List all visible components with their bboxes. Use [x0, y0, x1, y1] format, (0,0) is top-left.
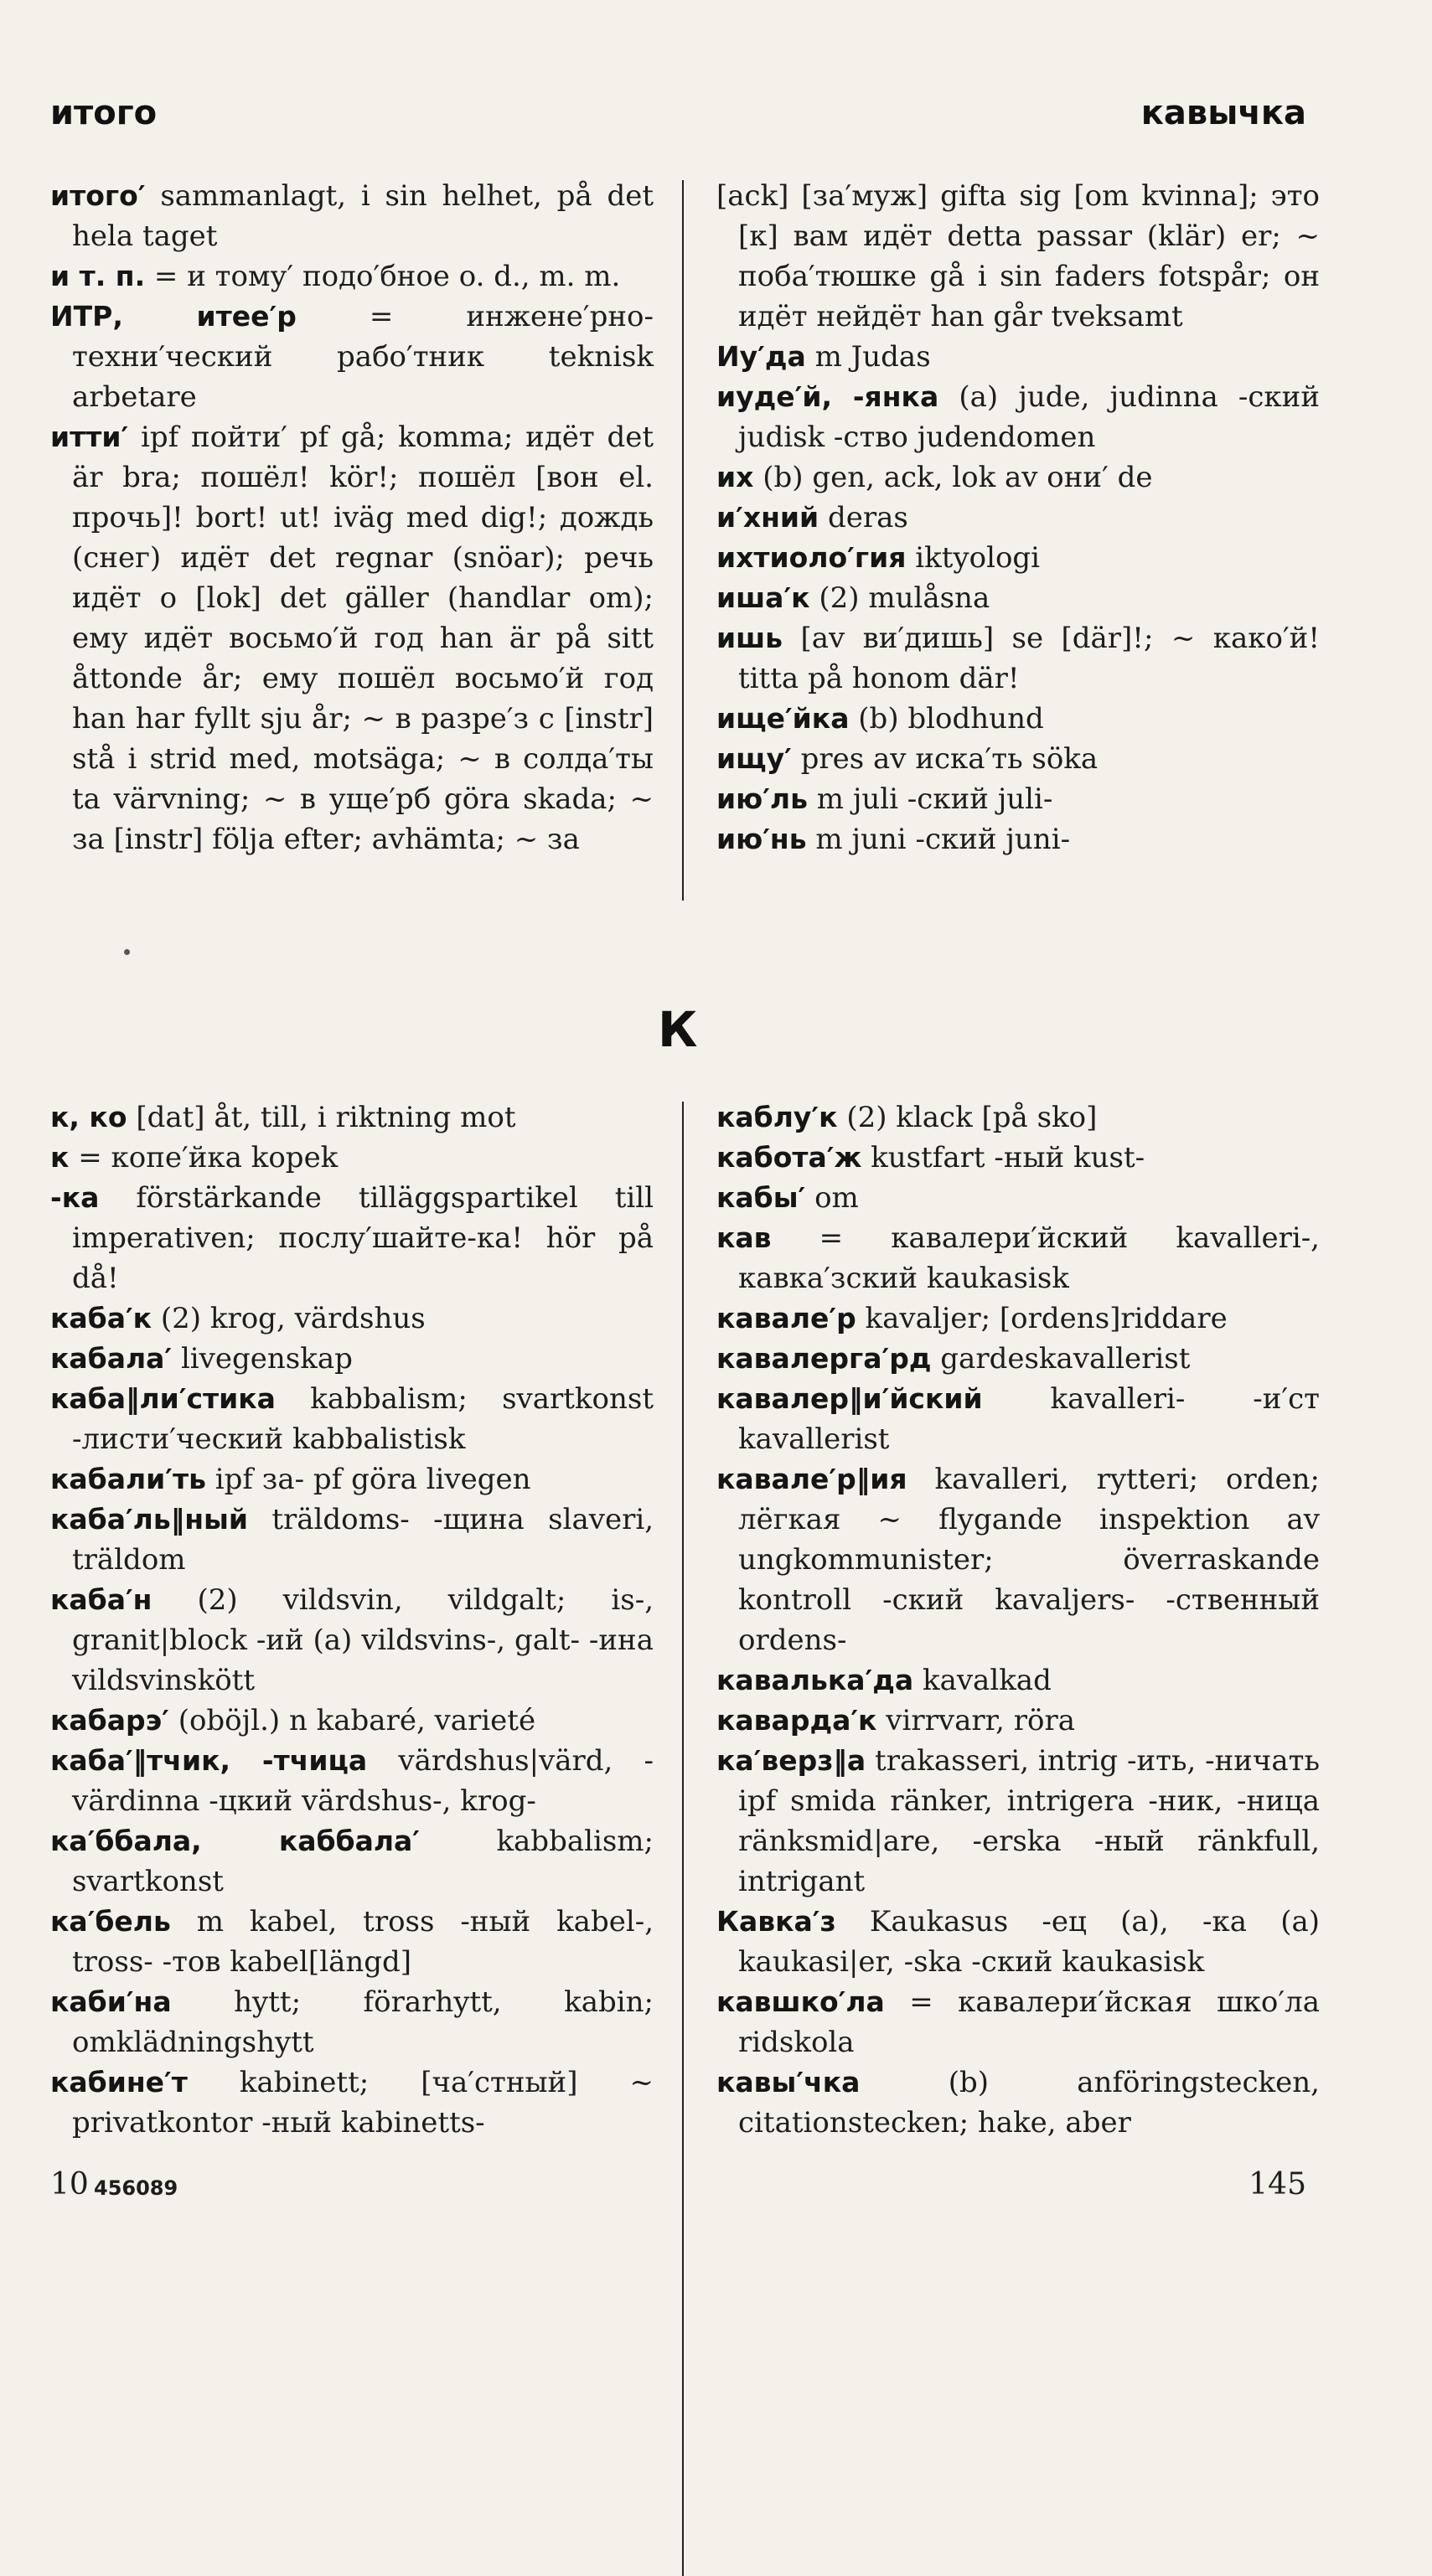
entry-headword: и т. п.	[50, 260, 146, 292]
entry-definition: = и тому′ подо′бное o. d., m. m.	[153, 260, 621, 293]
dictionary-entry	[50, 1580, 654, 1701]
dictionary-entry	[716, 337, 1320, 377]
left-guide-word: итого	[50, 94, 158, 132]
entry-definition: förstärkande tilläggspartikel till imperativen; послу′шайте-ка! hör på då!	[72, 1181, 654, 1295]
section-letter: К	[658, 1001, 698, 1058]
entry-headword: -ка	[50, 1181, 100, 1214]
dictionary-entry	[716, 1660, 1320, 1701]
dictionary-entry	[716, 1902, 1320, 1982]
entry-headword: кабы′	[716, 1181, 806, 1214]
entry-definition: = инжене′рно-техни′ческий рабо′тник teknisk arbetare	[72, 300, 654, 414]
dictionary-entry	[716, 1298, 1320, 1339]
entry-definition: värdshus|värd, -värdinna -цкий värdshus-, krog-	[72, 1744, 654, 1818]
column-divider-bottom	[682, 1102, 684, 2576]
dictionary-entry	[50, 297, 654, 417]
entry-headword: ищу′	[716, 742, 792, 775]
entry-headword: кавшко′ла	[716, 1985, 885, 2018]
dictionary-entry	[716, 819, 1320, 860]
entry-headword: ище′йка	[716, 702, 850, 735]
dictionary-entry	[716, 1701, 1320, 1741]
dictionary-entry	[50, 1902, 654, 1982]
dictionary-entry	[716, 457, 1320, 498]
entry-headword: ка′ббала, каббала′	[50, 1825, 420, 1857]
entry-headword: каба′ль‖ный	[50, 1503, 248, 1536]
entry-headword: кабине′т	[50, 2066, 188, 2098]
entry-definition: m juni -ский juni-	[815, 823, 1071, 856]
entry-headword: кавале′р‖ия	[716, 1463, 907, 1495]
entry-headword: кав	[716, 1221, 772, 1254]
entry-definition: kavalkad	[922, 1664, 1052, 1697]
column-bottom-right	[716, 1097, 1320, 2143]
dictionary-entry	[50, 1459, 654, 1500]
dictionary-entry	[50, 1339, 654, 1379]
dictionary-entry	[716, 1097, 1320, 1138]
dictionary-entry	[716, 498, 1320, 538]
entry-definition: = кавалери′йская шко′ла ridskola	[738, 1985, 1320, 2059]
entry-headword: иуде′й, -янка	[716, 380, 939, 413]
entry-definition: kavalleri- -и′ст kavallerist	[738, 1382, 1320, 1456]
entry-definition: deras	[827, 501, 908, 534]
entry-headword: каблу′к	[716, 1101, 838, 1133]
entry-definition: om	[814, 1181, 859, 1215]
dictionary-entry	[716, 1459, 1320, 1660]
entry-headword: ию′нь	[716, 823, 807, 855]
entry-definition: kabbalism; svartkonst	[72, 1825, 654, 1898]
entry-definition: (a) jude, judinna -ский judisk -ство judendomen	[738, 380, 1320, 454]
entry-headword: и′хний	[716, 501, 819, 534]
dictionary-entry	[50, 1379, 654, 1459]
dictionary-entry	[716, 699, 1320, 739]
entry-headword: кабала′	[50, 1342, 173, 1375]
entry-headword: иша′к	[716, 581, 810, 614]
entry-headword: ИТР, итее′р	[50, 300, 297, 333]
entry-headword: кавале′р	[716, 1302, 856, 1334]
entry-definition: (b) anföringstecken, citationstecken; hake, aber	[738, 2066, 1320, 2140]
entry-headword: кабота′ж	[716, 1141, 862, 1174]
entry-definition: hytt; förarhytt, kabin; omklädningshytt	[72, 1985, 654, 2059]
entry-headword: ихтиоло′гия	[716, 541, 907, 574]
dictionary-entry	[716, 779, 1320, 819]
dictionary-entry	[50, 2062, 654, 2143]
entry-definition: (b) gen, ack, lok av они′ de	[763, 461, 1153, 494]
column-top-left	[50, 176, 654, 860]
entry-definition: livegenskap	[180, 1342, 353, 1376]
dictionary-entry	[716, 538, 1320, 578]
entry-definition: (oböjl.) n kabaré, varieté	[178, 1704, 536, 1737]
entry-definition: gardeskavallerist	[940, 1342, 1191, 1376]
dictionary-entry	[716, 1138, 1320, 1178]
entry-headword: итого′	[50, 179, 146, 212]
page-mark	[124, 949, 130, 955]
column-divider-top	[682, 180, 684, 901]
entry-definition: kustfart -ный kust-	[871, 1141, 1145, 1174]
entry-definition: (2) vildsvin, vildgalt; is-, granit|block -ий (a) vildsvins-, galt- -ина vildsvinskött	[72, 1583, 654, 1697]
dictionary-entry	[716, 377, 1320, 457]
dictionary-entry	[50, 1741, 654, 1821]
dictionary-entry	[50, 256, 654, 297]
dictionary-entry	[716, 1741, 1320, 1902]
dictionary-entry	[50, 1982, 654, 2062]
entry-headword: к, ко	[50, 1101, 127, 1133]
column-bottom-left	[50, 1097, 654, 2143]
entry-definition: kabbalism; svartkonst -листи′ческий kabbalistisk	[72, 1382, 654, 1456]
dictionary-entry-continued	[716, 176, 1320, 337]
entry-definition: = кавалери′йский kavalleri-, кавка′зский kaukasisk	[738, 1221, 1320, 1295]
entry-definition: (2) krog, värdshus	[160, 1302, 426, 1335]
dictionary-entry	[50, 1298, 654, 1339]
entry-headword: кабарэ′	[50, 1704, 169, 1737]
entry-headword: каба‖ли′стика	[50, 1382, 276, 1415]
entry-definition: trakasseri, intrig -ить, -ничать ipf smida ränker, intrigera -ник, -ница ränksmid|are, -erska -ный ränkfull, intrigant	[738, 1744, 1320, 1898]
dictionary-entry	[50, 1138, 654, 1178]
entry-definition: kabinett; [ча′стный] ~ privatkontor -ный kabinetts-	[72, 2066, 654, 2140]
dictionary-entry	[716, 618, 1320, 699]
entry-definition: sammanlagt, i sin helhet, på det hela taget	[72, 179, 654, 253]
entry-headword: каба′‖тчик, -тчица	[50, 1744, 368, 1777]
entry-headword: каварда′к	[716, 1704, 877, 1737]
entry-definition: Kaukasus -ец (a), -ка (a) kaukasi|er, -ska -ский kaukasisk	[738, 1905, 1321, 1979]
entry-headword: каби′на	[50, 1985, 172, 2018]
dictionary-entry	[50, 1701, 654, 1741]
entry-definition: (2) mulåsna	[819, 581, 990, 615]
entry-headword: ка′бель	[50, 1905, 171, 1938]
dictionary-entry	[716, 739, 1320, 779]
entry-headword: их	[716, 461, 754, 493]
entry-definition: kavaljer; [ordens]riddare	[865, 1302, 1228, 1335]
entry-headword: кавалька′да	[716, 1664, 914, 1696]
entry-definition: ipf за- pf göra livegen	[215, 1463, 531, 1496]
entry-definition: kavalleri, rytteri; orden; лёгкая ~ flygande inspektion av ungkommunister; överraskande kontroll -ский kavaljers- -ственный ordens-	[738, 1463, 1320, 1657]
entry-definition: m kabel, tross -ный kabel-, tross- -тов kabel[längd]	[72, 1905, 654, 1979]
page-number-right: 145	[1248, 2167, 1306, 2202]
dictionary-entry	[50, 1821, 654, 1902]
entry-definition: ipf пойти′ pf gå; komma; идёт det är bra; пошёл! kör!; пошёл [вон el. прочь]! bort! ut! iväg med dig!; дождь (снег) идёт det regnar (snöar); речь идёт о [lok] det gäller (handlar om); ему идёт восьмо′й год han är på sitt åttonde år; ему пошёл восьмо′й год han har fyllt sju år; ~ в разре′з с [instr] stå i strid med, motsäga; ~ в солда′ты ta värvning; ~ в уще′рб göra skada; ~ за [instr] följa efter; avhämta; ~ за	[72, 421, 654, 856]
column-top-right	[716, 176, 1320, 860]
entry-definition: m Judas	[814, 340, 931, 374]
entry-headword: итти′	[50, 421, 129, 453]
entry-definition: iktyologi	[915, 541, 1041, 575]
entry-headword: ишь	[716, 622, 783, 654]
dictionary-entry	[50, 1097, 654, 1138]
dictionary-entry	[716, 1218, 1320, 1298]
page-number-left: 10	[50, 2167, 89, 2202]
entry-headword: кавалер‖и′йский	[716, 1382, 983, 1415]
entry-headword: кавалерга′рд	[716, 1342, 932, 1375]
printer-signature: 456089	[94, 2176, 178, 2200]
entry-headword: Иу′да	[716, 340, 806, 373]
entry-definition: (b) blodhund	[858, 702, 1044, 736]
dictionary-entry	[716, 1379, 1320, 1459]
entry-headword: ию′ль	[716, 782, 808, 815]
entry-definition: [dat] åt, till, i riktning mot	[136, 1101, 516, 1134]
entry-headword: каба′н	[50, 1583, 153, 1616]
dictionary-entry	[716, 578, 1320, 618]
dictionary-entry	[716, 1982, 1320, 2062]
entry-headword: кабали′ть	[50, 1463, 206, 1495]
entry-definition: pres av иска′ть söka	[800, 742, 1099, 776]
dictionary-entry	[50, 1500, 654, 1580]
dictionary-entry	[716, 1178, 1320, 1218]
dictionary-entry	[716, 1339, 1320, 1379]
entry-headword: каба′к	[50, 1302, 153, 1334]
entry-definition: [ack] [за′муж] gifta sig [om kvinna]; это [к] вам идёт detta passar (klär) er; ~ поба′тюшке gå i sin faders fotspår; он идёт нейдёт han går tveksamt	[716, 179, 1320, 333]
entry-definition: [av ви′дишь] se [där]!; ~ како′й! titta på honom där!	[738, 622, 1320, 695]
entry-headword: к	[50, 1141, 70, 1174]
entry-headword: кавы′чка	[716, 2066, 861, 2098]
entry-definition: virrvarr, röra	[886, 1704, 1075, 1737]
entry-headword: Кавка′з	[716, 1905, 836, 1938]
dictionary-entry	[50, 417, 654, 860]
entry-definition: m juli -ский juli-	[816, 782, 1053, 816]
entry-definition: träldoms- -щина slaveri, träldom	[72, 1503, 654, 1577]
entry-definition: (2) klack [på sko]	[846, 1101, 1098, 1134]
dictionary-entry	[50, 176, 654, 256]
entry-definition: = копе′йка kopek	[78, 1141, 339, 1174]
entry-headword: ка′верз‖а	[716, 1744, 866, 1777]
dictionary-entry	[716, 2062, 1320, 2143]
dictionary-entry	[50, 1178, 654, 1298]
right-guide-word: кавычка	[1140, 94, 1306, 132]
